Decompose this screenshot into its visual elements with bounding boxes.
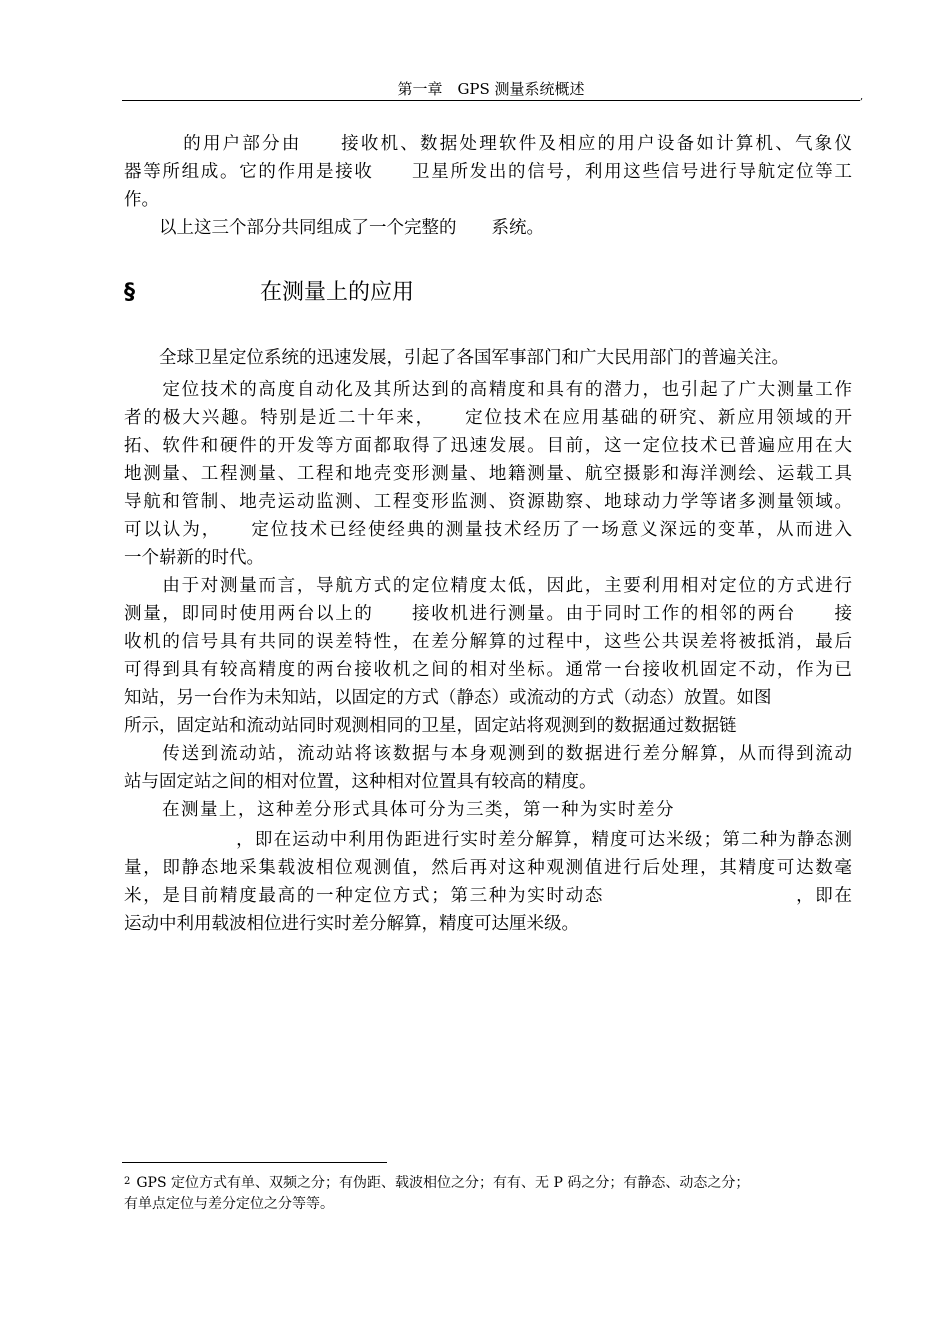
- body-line: 站与固定站之间的相对位置，这种相对位置具有较高的精度。: [124, 772, 597, 792]
- body-line: 可得到具有较高精度的两台接收机之间的相对坐标。通常一台接收机固定不动，作为已: [124, 660, 852, 680]
- body-line: 米，是目前精度最高的一种定位方式；第三种为实时动态 ，即在: [124, 886, 852, 906]
- body-line: 测量，即同时使用两台以上的 接收机进行测量。由于同时工作的相邻的两台 接: [124, 604, 852, 624]
- body-line: 传送到流动站，流动站将该数据与本身观测到的数据进行差分解算，从而得到流动: [124, 744, 852, 764]
- body-line: 在测量上，这种差分形式具体可分为三类，第一种为实时差分: [124, 800, 675, 820]
- body-line: 以上这三个部分共同组成了一个完整的 系统。: [124, 218, 544, 238]
- body-line: 可以认为， 定位技术已经使经典的测量技术经历了一场意义深远的变革，从而进入: [124, 520, 852, 540]
- footnote-text: GPS 定位方式有单、双频之分；有伪距、载波相位之分；有有、无 P 码之分；有静态、动态之分；: [136, 1175, 750, 1191]
- body-line: 所示，固定站和流动站同时观测相同的卫星，固定站将观测到的数据通过数据链: [124, 716, 737, 736]
- body-line: 者的极大兴趣。特别是近二十年来， 定位技术在应用基础的研究、新应用领域的开: [124, 408, 852, 428]
- footnote-mark: 2: [124, 1176, 131, 1187]
- body-line: 运动中利用载波相位进行实时差分解算，精度可达厘米级。: [124, 914, 579, 934]
- body-line: 作。: [124, 190, 159, 210]
- body-line: 由于对测量而言，导航方式的定位精度太低，因此，主要利用相对定位的方式进行: [124, 576, 852, 596]
- body-line: 全球卫星定位系统的迅速发展，引起了各国军事部门和广大民用部门的普遍关注。: [124, 348, 789, 368]
- body-line: 收机的信号具有共同的误差特性，在差分解算的过程中，这些公共误差将被抵消，最后: [124, 632, 852, 652]
- body-line: 拓、软件和硬件的开发等方面都取得了迅速发展。目前，这一定位技术已普遍应用在大: [124, 436, 852, 456]
- footnote-line: [124, 1172, 852, 1193]
- section-symbol: §: [124, 280, 135, 305]
- header-rule: [122, 100, 860, 101]
- body-line: ，即在运动中利用伪距进行实时差分解算，精度可达米级；第二种为静态测: [124, 830, 852, 850]
- section-title: 在测量上的应用: [260, 280, 415, 305]
- body-line: 器等所组成。它的作用是接收 卫星所发出的信号，利用这些信号进行导航定位等工: [124, 162, 852, 182]
- body-line: 导航和管制、地壳运动监测、工程变形监测、资源勘察、地球动力学等诸多测量领域。: [124, 492, 852, 512]
- body-line: 一个崭新的时代。: [124, 548, 264, 568]
- body-line: 地测量、工程测量、工程和地壳变形测量、地籍测量、航空摄影和海洋测绘、运载工具: [124, 464, 852, 484]
- body-line: 知站，另一台作为未知站，以固定的方式（静态）或流动的方式（动态）放置。如图: [124, 688, 772, 708]
- body-line: 定位技术的高度自动化及其所达到的高精度和具有的潜力，也引起了广大测量工作: [124, 380, 852, 400]
- section-heading: [124, 279, 724, 309]
- running-header: 第一章 GPS 测量系统概述: [397, 80, 585, 98]
- body-line: 量，即静态地采集载波相位观测值，然后再对这种观测值进行后处理，其精度可达数毫: [124, 858, 852, 878]
- footnote-rule: [122, 1162, 387, 1163]
- header-mark: ,: [860, 91, 864, 102]
- footnote-line: 有单点定位与差分定位之分等等。: [124, 1196, 334, 1212]
- body-line: 的用户部分由 接收机、数据处理软件及相应的用户设备如计算机、气象仪: [124, 134, 852, 154]
